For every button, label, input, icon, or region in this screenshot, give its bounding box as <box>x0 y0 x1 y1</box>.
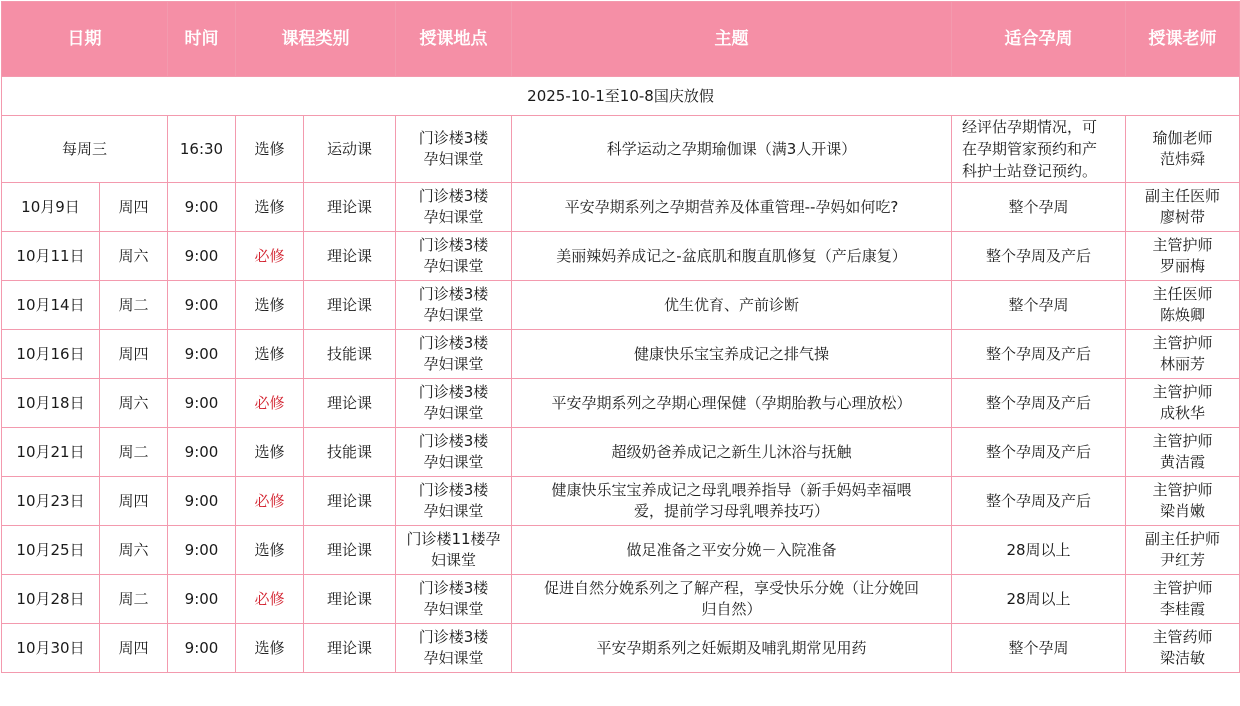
weekly-teacher-name: 范炜舜 <box>1159 150 1205 168</box>
course-teacher-line: 主管护师 <box>1152 334 1213 352</box>
header-time: 时间 <box>168 2 236 77</box>
course-topic <box>512 428 952 477</box>
course-date: 10月28日 <box>2 575 100 624</box>
course-required: 选修 <box>236 526 304 575</box>
course-date: 10月23日 <box>2 477 100 526</box>
course-schedule-table <box>1 1 1240 673</box>
course-topic-line: 平安孕期系列之妊娠期及哺乳期常见用药 <box>596 638 867 657</box>
course-location-line: 孕妇课堂 <box>423 355 484 373</box>
course-topic-line: 健康快乐宝宝养成记之母乳喂养指导（新手妈妈幸福喂 <box>551 481 912 499</box>
weekly-location-line: 门诊楼3楼 <box>418 129 489 147</box>
course-weekday: 周四 <box>100 330 168 379</box>
course-weeks: 28周以上 <box>952 526 1126 575</box>
course-location-line: 孕妇课堂 <box>423 208 484 226</box>
course-topic <box>512 330 952 379</box>
weekly-location <box>396 116 512 183</box>
course-weekday: 周四 <box>100 183 168 232</box>
course-time: 9:00 <box>168 232 236 281</box>
course-location-line: 门诊楼3楼 <box>418 628 489 646</box>
course-required: 必修 <box>236 379 304 428</box>
course-teacher-line: 副主任护师 <box>1144 530 1220 548</box>
course-required: 选修 <box>236 330 304 379</box>
course-location-line: 妇课堂 <box>430 551 476 569</box>
course-teacher-line: 主管护师 <box>1152 236 1213 254</box>
course-teacher-line: 主管护师 <box>1152 432 1213 450</box>
course-teacher-line: 主管护师 <box>1152 579 1213 597</box>
course-topic <box>512 281 952 330</box>
course-weekday: 周二 <box>100 281 168 330</box>
course-weeks: 整个孕周及产后 <box>952 379 1126 428</box>
course-weeks: 整个孕周 <box>952 183 1126 232</box>
course-topic <box>512 624 952 673</box>
course-location <box>396 281 512 330</box>
header-location: 授课地点 <box>396 2 512 77</box>
course-date: 10月25日 <box>2 526 100 575</box>
course-required: 选修 <box>236 183 304 232</box>
weekly-topic: 科学运动之孕期瑜伽课（满3人开课） <box>512 116 952 183</box>
course-location-line: 门诊楼3楼 <box>418 579 489 597</box>
course-weeks: 整个孕周 <box>952 281 1126 330</box>
course-teacher-line: 成秋华 <box>1159 404 1205 422</box>
course-date: 10月30日 <box>2 624 100 673</box>
course-weekday: 周二 <box>100 428 168 477</box>
course-location-line: 门诊楼3楼 <box>418 481 489 499</box>
course-teacher <box>1126 183 1240 232</box>
course-location-line: 孕妇课堂 <box>423 502 484 520</box>
course-teacher <box>1126 281 1240 330</box>
course-date: 10月16日 <box>2 330 100 379</box>
header-weeks: 适合孕周 <box>952 2 1126 77</box>
course-teacher-line: 林丽芳 <box>1159 355 1205 373</box>
course-weeks: 整个孕周及产后 <box>952 428 1126 477</box>
course-weekday: 周四 <box>100 624 168 673</box>
course-weeks: 28周以上 <box>952 575 1126 624</box>
course-location-line: 孕妇课堂 <box>423 306 484 324</box>
course-location-line: 门诊楼3楼 <box>418 432 489 450</box>
course-location-line: 孕妇课堂 <box>423 257 484 275</box>
course-weekday: 周四 <box>100 477 168 526</box>
course-teacher <box>1126 624 1240 673</box>
course-topic-line: 爱，提前学习母乳喂养技巧） <box>633 502 829 520</box>
course-topic-line: 做足准备之平安分娩－入院准备 <box>626 540 837 559</box>
course-topic-line: 归自然） <box>701 600 762 618</box>
weekly-time: 16:30 <box>168 116 236 183</box>
weekly-notes-line: 经评估孕期情况，可 <box>962 118 1098 136</box>
course-time: 9:00 <box>168 477 236 526</box>
course-topic-line: 优生优育、产前诊断 <box>663 295 799 314</box>
course-topic-line: 健康快乐宝宝养成记之排气操 <box>633 344 829 363</box>
course-location <box>396 183 512 232</box>
course-time: 9:00 <box>168 575 236 624</box>
course-location <box>396 428 512 477</box>
course-weeks: 整个孕周及产后 <box>952 477 1126 526</box>
course-required: 必修 <box>236 575 304 624</box>
course-type: 理论课 <box>304 624 396 673</box>
course-type: 理论课 <box>304 575 396 624</box>
weekly-notes-line: 科护士站登记预约。 <box>962 162 1098 180</box>
header-topic: 主题 <box>512 2 952 77</box>
course-weekday: 周六 <box>100 526 168 575</box>
course-teacher <box>1126 575 1240 624</box>
weekly-type: 运动课 <box>304 116 396 183</box>
weekly-booking-notes <box>952 116 1126 183</box>
course-location-line: 门诊楼3楼 <box>418 285 489 303</box>
course-row <box>2 281 1240 330</box>
course-teacher-line: 主管护师 <box>1152 481 1213 499</box>
course-location-line: 门诊楼3楼 <box>418 236 489 254</box>
course-teacher-line: 陈焕卿 <box>1159 306 1205 324</box>
course-teacher <box>1126 428 1240 477</box>
course-topic <box>512 575 952 624</box>
course-location <box>396 232 512 281</box>
course-teacher-line: 黄洁霞 <box>1159 453 1205 471</box>
weekly-day: 每周三 <box>2 116 168 183</box>
weekly-course-row <box>2 116 1240 183</box>
course-weeks: 整个孕周 <box>952 624 1126 673</box>
course-teacher <box>1126 330 1240 379</box>
course-date: 10月18日 <box>2 379 100 428</box>
course-type: 理论课 <box>304 526 396 575</box>
course-location <box>396 330 512 379</box>
course-weekday: 周二 <box>100 575 168 624</box>
course-row <box>2 379 1240 428</box>
holiday-notice: 2025-10-1至10-8国庆放假 <box>2 77 1240 116</box>
course-weekday: 周六 <box>100 232 168 281</box>
weekly-notes-line: 在孕期管家预约和产 <box>962 140 1098 158</box>
course-type: 技能课 <box>304 428 396 477</box>
header-row <box>2 2 1240 77</box>
course-weeks: 整个孕周及产后 <box>952 330 1126 379</box>
course-topic <box>512 526 952 575</box>
course-topic <box>512 183 952 232</box>
course-row <box>2 575 1240 624</box>
course-teacher-line: 梁肖嫩 <box>1159 502 1205 520</box>
course-location <box>396 379 512 428</box>
weekly-location-line: 孕妇课堂 <box>423 150 484 168</box>
course-location-line: 孕妇课堂 <box>423 404 484 422</box>
course-required: 选修 <box>236 624 304 673</box>
course-type: 理论课 <box>304 379 396 428</box>
course-teacher <box>1126 232 1240 281</box>
course-time: 9:00 <box>168 526 236 575</box>
course-location-line: 孕妇课堂 <box>423 649 484 667</box>
course-type: 理论课 <box>304 232 396 281</box>
course-weeks: 整个孕周及产后 <box>952 232 1126 281</box>
course-teacher-line: 罗丽梅 <box>1159 257 1205 275</box>
course-teacher-line: 廖树带 <box>1159 208 1205 226</box>
course-teacher-line: 副主任医师 <box>1144 187 1220 205</box>
course-time: 9:00 <box>168 428 236 477</box>
course-location-line: 门诊楼3楼 <box>418 334 489 352</box>
course-required: 选修 <box>236 428 304 477</box>
course-location <box>396 575 512 624</box>
course-date: 10月21日 <box>2 428 100 477</box>
course-location <box>396 526 512 575</box>
course-weekday: 周六 <box>100 379 168 428</box>
course-date: 10月14日 <box>2 281 100 330</box>
header-teacher: 授课老师 <box>1126 2 1240 77</box>
course-topic-line: 平安孕期系列之孕期营养及体重管理--孕妈如何吃? <box>564 197 899 216</box>
course-topic <box>512 232 952 281</box>
course-teacher <box>1126 477 1240 526</box>
course-row <box>2 477 1240 526</box>
course-topic-line: 平安孕期系列之孕期心理保健（孕期胎教与心理放松） <box>551 393 912 412</box>
holiday-notice-row <box>2 77 1240 116</box>
course-teacher-line: 梁洁敏 <box>1159 649 1205 667</box>
course-row <box>2 183 1240 232</box>
course-required: 选修 <box>236 281 304 330</box>
course-row <box>2 624 1240 673</box>
course-topic-line: 美丽辣妈养成记之-盆底肌和腹直肌修复（产后康复） <box>556 246 907 265</box>
weekly-teacher <box>1126 116 1240 183</box>
course-teacher <box>1126 526 1240 575</box>
course-teacher-line: 主管药师 <box>1152 628 1213 646</box>
course-topic-line: 超级奶爸养成记之新生儿沐浴与抚触 <box>611 442 852 461</box>
course-row <box>2 330 1240 379</box>
course-teacher-line: 主任医师 <box>1152 285 1213 303</box>
weekly-teacher-title: 瑜伽老师 <box>1152 129 1213 147</box>
course-row <box>2 526 1240 575</box>
course-time: 9:00 <box>168 624 236 673</box>
course-location-line: 门诊楼3楼 <box>418 187 489 205</box>
course-teacher-line: 李桂霞 <box>1159 600 1205 618</box>
course-type: 理论课 <box>304 281 396 330</box>
course-topic <box>512 477 952 526</box>
course-teacher <box>1126 379 1240 428</box>
course-row <box>2 232 1240 281</box>
course-date: 10月9日 <box>2 183 100 232</box>
course-topic-line: 促进自然分娩系列之了解产程，享受快乐分娩（让分娩回 <box>543 579 919 597</box>
course-date: 10月11日 <box>2 232 100 281</box>
course-location-line: 门诊楼11楼孕 <box>406 530 501 548</box>
course-time: 9:00 <box>168 183 236 232</box>
course-time: 9:00 <box>168 281 236 330</box>
header-date: 日期 <box>2 2 168 77</box>
course-teacher-line: 主管护师 <box>1152 383 1213 401</box>
course-location-line: 门诊楼3楼 <box>418 383 489 401</box>
course-time: 9:00 <box>168 379 236 428</box>
course-location-line: 孕妇课堂 <box>423 453 484 471</box>
course-type: 技能课 <box>304 330 396 379</box>
course-type: 理论课 <box>304 477 396 526</box>
course-required: 必修 <box>236 232 304 281</box>
course-topic <box>512 379 952 428</box>
course-row <box>2 428 1240 477</box>
course-type: 理论课 <box>304 183 396 232</box>
course-location <box>396 477 512 526</box>
course-location <box>396 624 512 673</box>
course-required: 必修 <box>236 477 304 526</box>
course-time: 9:00 <box>168 330 236 379</box>
course-location-line: 孕妇课堂 <box>423 600 484 618</box>
weekly-required: 选修 <box>236 116 304 183</box>
course-teacher-line: 尹红芳 <box>1159 551 1205 569</box>
header-category: 课程类别 <box>236 2 396 77</box>
